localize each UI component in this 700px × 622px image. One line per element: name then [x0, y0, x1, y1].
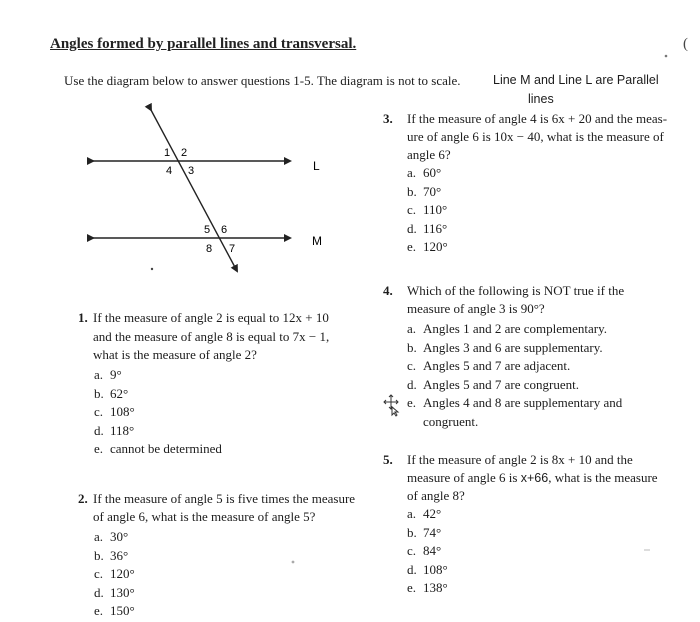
- line-l-label: L: [313, 159, 320, 173]
- question-5-line: of angle 8?: [407, 488, 465, 503]
- option[interactable]: a. 60°: [407, 165, 442, 180]
- page-title: Angles formed by parallel lines and transversal.: [50, 36, 357, 52]
- question-2-line: If the measure of angle 5 is five times the measure: [93, 491, 356, 506]
- option[interactable]: a. 30°: [94, 529, 129, 544]
- line-m-label: M: [312, 234, 322, 248]
- question-1-options: [94, 366, 222, 459]
- parallel-note-cont: lines: [528, 92, 554, 106]
- question-4-options: [407, 320, 622, 431]
- option[interactable]: c. 108°: [94, 404, 135, 419]
- angle-2-label: 2: [181, 147, 188, 159]
- corner-mark: (: [683, 36, 688, 52]
- option[interactable]: c. 120°: [94, 566, 135, 581]
- option[interactable]: d. Angles 5 and 7 are congruent.: [407, 376, 579, 392]
- option[interactable]: c. Angles 5 and 7 are adjacent.: [407, 358, 571, 373]
- option[interactable]: e. Angles 4 and 8 are supplementary and: [407, 395, 623, 410]
- question-1-line: and the measure of angle 8 is equal to 7x − 1,: [93, 329, 330, 344]
- question-2-line: of angle 6, what is the measure of angle 5?: [93, 509, 316, 524]
- question-1-text-cont: [93, 328, 329, 364]
- option[interactable]: b. 74°: [407, 524, 442, 540]
- instructions: Use the diagram below to answer questions 1-5. The diagram is not to scale.: [64, 73, 461, 88]
- question-3-line: angle 6?: [407, 147, 451, 162]
- option[interactable]: d. 118°: [94, 422, 135, 438]
- question-5-number: 5.: [383, 452, 393, 467]
- option[interactable]: b. 36°: [94, 547, 129, 563]
- question-4-number: 4.: [383, 283, 393, 298]
- option[interactable]: e. cannot be determined: [94, 441, 222, 456]
- option[interactable]: a. 9°: [94, 367, 122, 382]
- question-5-line: If the measure of angle 2 is 8x + 10 and the: [407, 452, 633, 467]
- question-2-options: [94, 528, 135, 621]
- option[interactable]: e. 150°: [94, 603, 135, 618]
- option-continuation: congruent.: [423, 413, 479, 429]
- question-5-line: measure of angle 6 is x+66, what is the measure: [407, 470, 658, 485]
- question-4-line: measure of angle 3 is 90°?: [407, 301, 545, 316]
- option[interactable]: a. Angles 1 and 2 are complementary.: [407, 321, 607, 336]
- angle-5-label: 5: [204, 224, 211, 236]
- option[interactable]: b. 70°: [407, 183, 442, 199]
- option[interactable]: e. 120°: [407, 239, 448, 254]
- option[interactable]: c. 84°: [407, 543, 442, 558]
- option[interactable]: a. 42°: [407, 506, 442, 521]
- question-2: [78, 490, 355, 526]
- question-4-line: Which of the following is NOT true if the: [407, 283, 625, 298]
- question-1-line: what is the measure of angle 2?: [93, 347, 257, 362]
- question-3-number: 3.: [383, 111, 393, 126]
- move-cursor-icon: [382, 393, 400, 417]
- transversal-line: [151, 110, 237, 271]
- question-3-line: ure of angle 6 is 10x − 40, what is the measure of: [407, 129, 664, 144]
- question-3: [383, 110, 667, 164]
- angle-7-label: 7: [229, 243, 236, 255]
- question-1-line: If the measure of angle 2 is equal to 12x + 10: [93, 310, 329, 325]
- option[interactable]: d. 130°: [94, 584, 135, 600]
- option[interactable]: b. Angles 3 and 6 are supplementary.: [407, 339, 603, 355]
- question-3-options: [407, 164, 448, 257]
- option[interactable]: d. 108°: [407, 561, 448, 577]
- angle-1-label: 1: [164, 147, 171, 159]
- option[interactable]: c. 110°: [407, 202, 448, 217]
- question-1-number: 1.: [78, 310, 88, 325]
- parallel-note: Line M and Line L are Parallel: [493, 73, 659, 87]
- question-1: [78, 309, 329, 327]
- option[interactable]: d. 116°: [407, 220, 448, 236]
- angle-8-label: 8: [206, 243, 213, 255]
- angle-3-label: 3: [188, 165, 195, 177]
- handwritten-expression: x+66: [520, 471, 549, 485]
- question-2-number: 2.: [78, 491, 88, 506]
- option[interactable]: e. 138°: [407, 580, 448, 595]
- option[interactable]: b. 62°: [94, 385, 129, 401]
- angle-4-label: 4: [166, 165, 173, 177]
- question-5-options: [407, 505, 448, 598]
- question-4: [383, 282, 624, 318]
- angle-6-label: 6: [221, 224, 228, 236]
- question-3-line: If the measure of angle 4 is 6x + 20 and the meas-: [407, 111, 668, 126]
- question-5: [383, 451, 658, 505]
